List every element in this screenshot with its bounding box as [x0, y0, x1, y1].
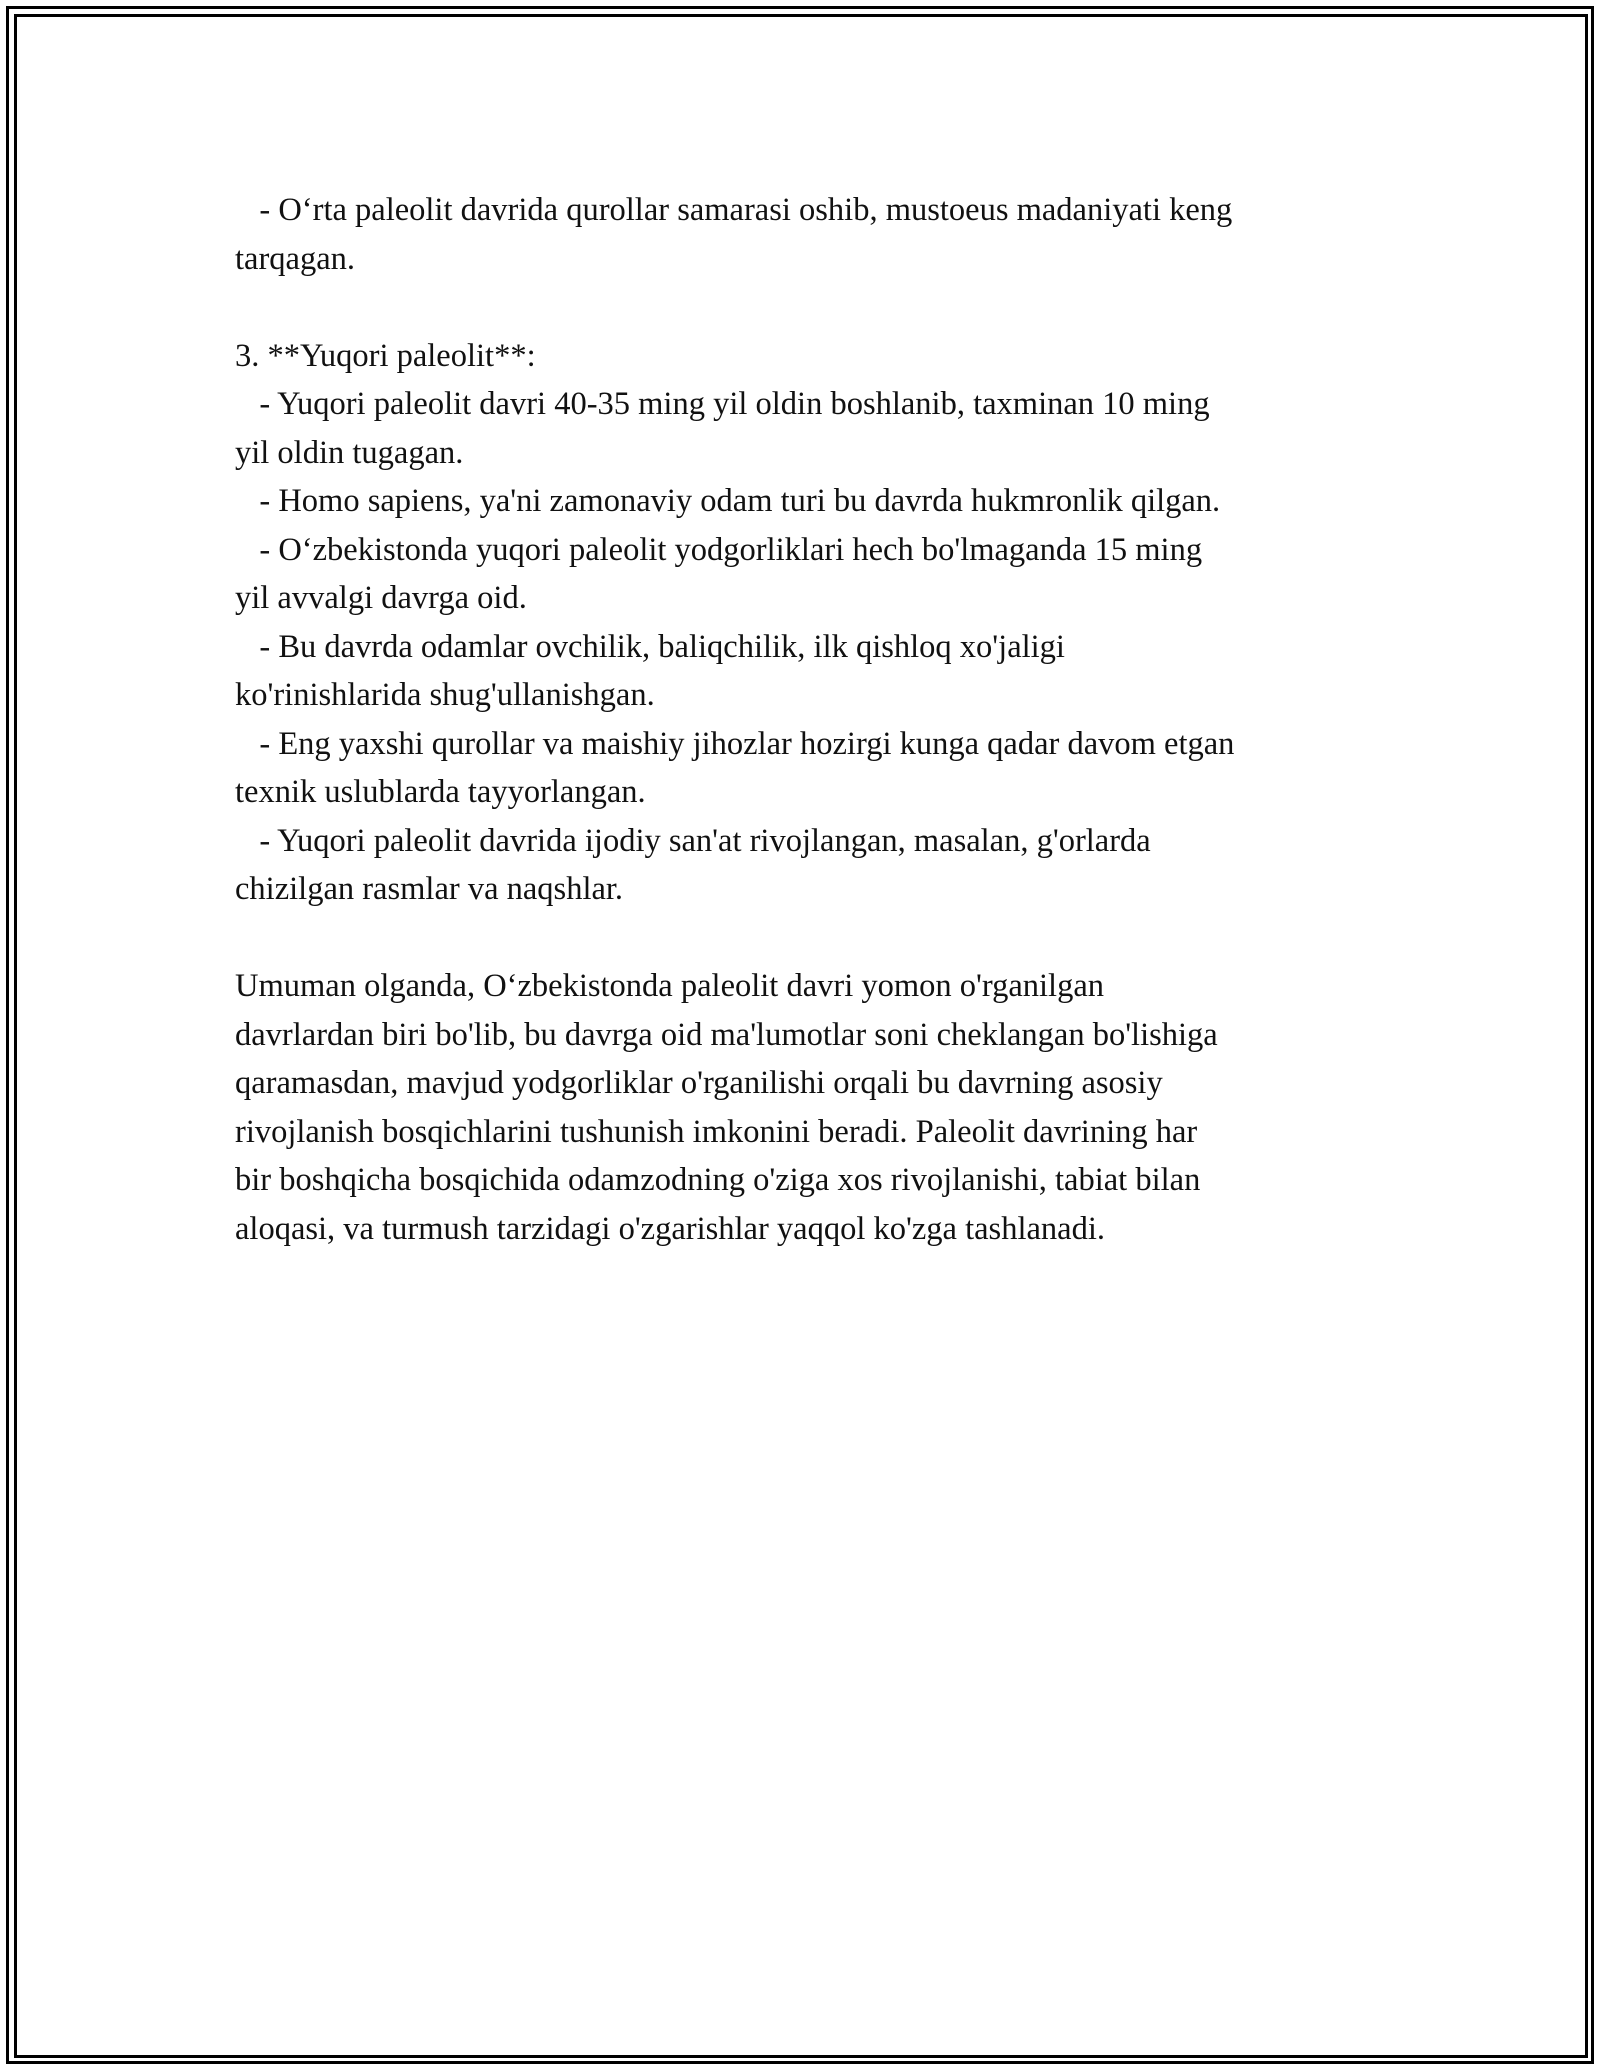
bullet-6-line-2: chizilgan rasmlar va naqshlar.	[235, 871, 624, 907]
conclusion-line-4: rivojlanish bosqichlarini tushunish imkonini beradi. Paleolit davrining har	[235, 1113, 1198, 1150]
section-heading: 3. **Yuqori paleolit**:	[235, 337, 536, 374]
conclusion-line-5: bir boshqicha bosqichida odamzodning o'ziga xos rivojlanishi, tabiat bilan	[235, 1162, 1201, 1198]
bullet-3-line-2: yil avvalgi davrga oid.	[235, 580, 527, 616]
intro-bullet	[235, 186, 1375, 283]
bullet-1-line-2: yil oldin tugagan.	[235, 434, 464, 471]
document-page	[235, 186, 1375, 1253]
intro-bullet-line-1: - O‘rta paleolit davrida qurollar samarasi oshib, mustoeus madaniyati keng	[235, 192, 1233, 228]
conclusion-line-3: qaramasdan, mavjud yodgorliklar o'rganilishi orqali bu davrning asosiy	[235, 1065, 1163, 1101]
bullet-4-line-2: ko'rinishlarida shug'ullanishgan.	[235, 677, 655, 713]
bullet-5-line-1: - Eng yaxshi qurollar va maishiy jihozlar hozirgi kunga qadar davom etgan	[235, 725, 1235, 762]
bullet-1-line-1: - Yuqori paleolit davri 40-35 ming yil oldin boshlanib, taxminan 10 ming	[235, 386, 1210, 422]
bullet-6-line-1: - Yuqori paleolit davrida ijodiy san'at rivojlangan, masalan, g'orlarda	[235, 822, 1151, 859]
conclusion-line-2: davrlardan biri bo'lib, bu davrga oid ma'lumotlar soni cheklangan bo'lishiga	[235, 1016, 1218, 1053]
bullet-4-line-1: - Bu davrda odamlar ovchilik, baliqchilik, ilk qishloq xo'jaligi	[235, 628, 1065, 665]
bullet-2-line-1: - Homo sapiens, ya'ni zamonaviy odam turi bu davrda hukmronlik qilgan.	[235, 483, 1221, 519]
conclusion-paragraph	[235, 962, 1375, 1253]
bullet-3-line-1: - O‘zbekistonda yuqori paleolit yodgorliklari hech bo'lmaganda 15 ming	[235, 531, 1203, 568]
intro-bullet-line-2: tarqagan.	[235, 240, 356, 277]
bullet-5-line-2: texnik uslublarda tayyorlangan.	[235, 774, 646, 810]
paragraph-gap	[235, 914, 1375, 963]
conclusion-line-1: Umuman olganda, O‘zbekistonda paleolit davri yomon o'rganilgan	[235, 968, 1105, 1004]
section-upper-paleolithic	[235, 332, 1375, 914]
paragraph-gap	[235, 283, 1375, 332]
conclusion-line-6: aloqasi, va turmush tarzidagi o'zgarishlar yaqqol ko'zga tashlanadi.	[235, 1210, 1105, 1247]
